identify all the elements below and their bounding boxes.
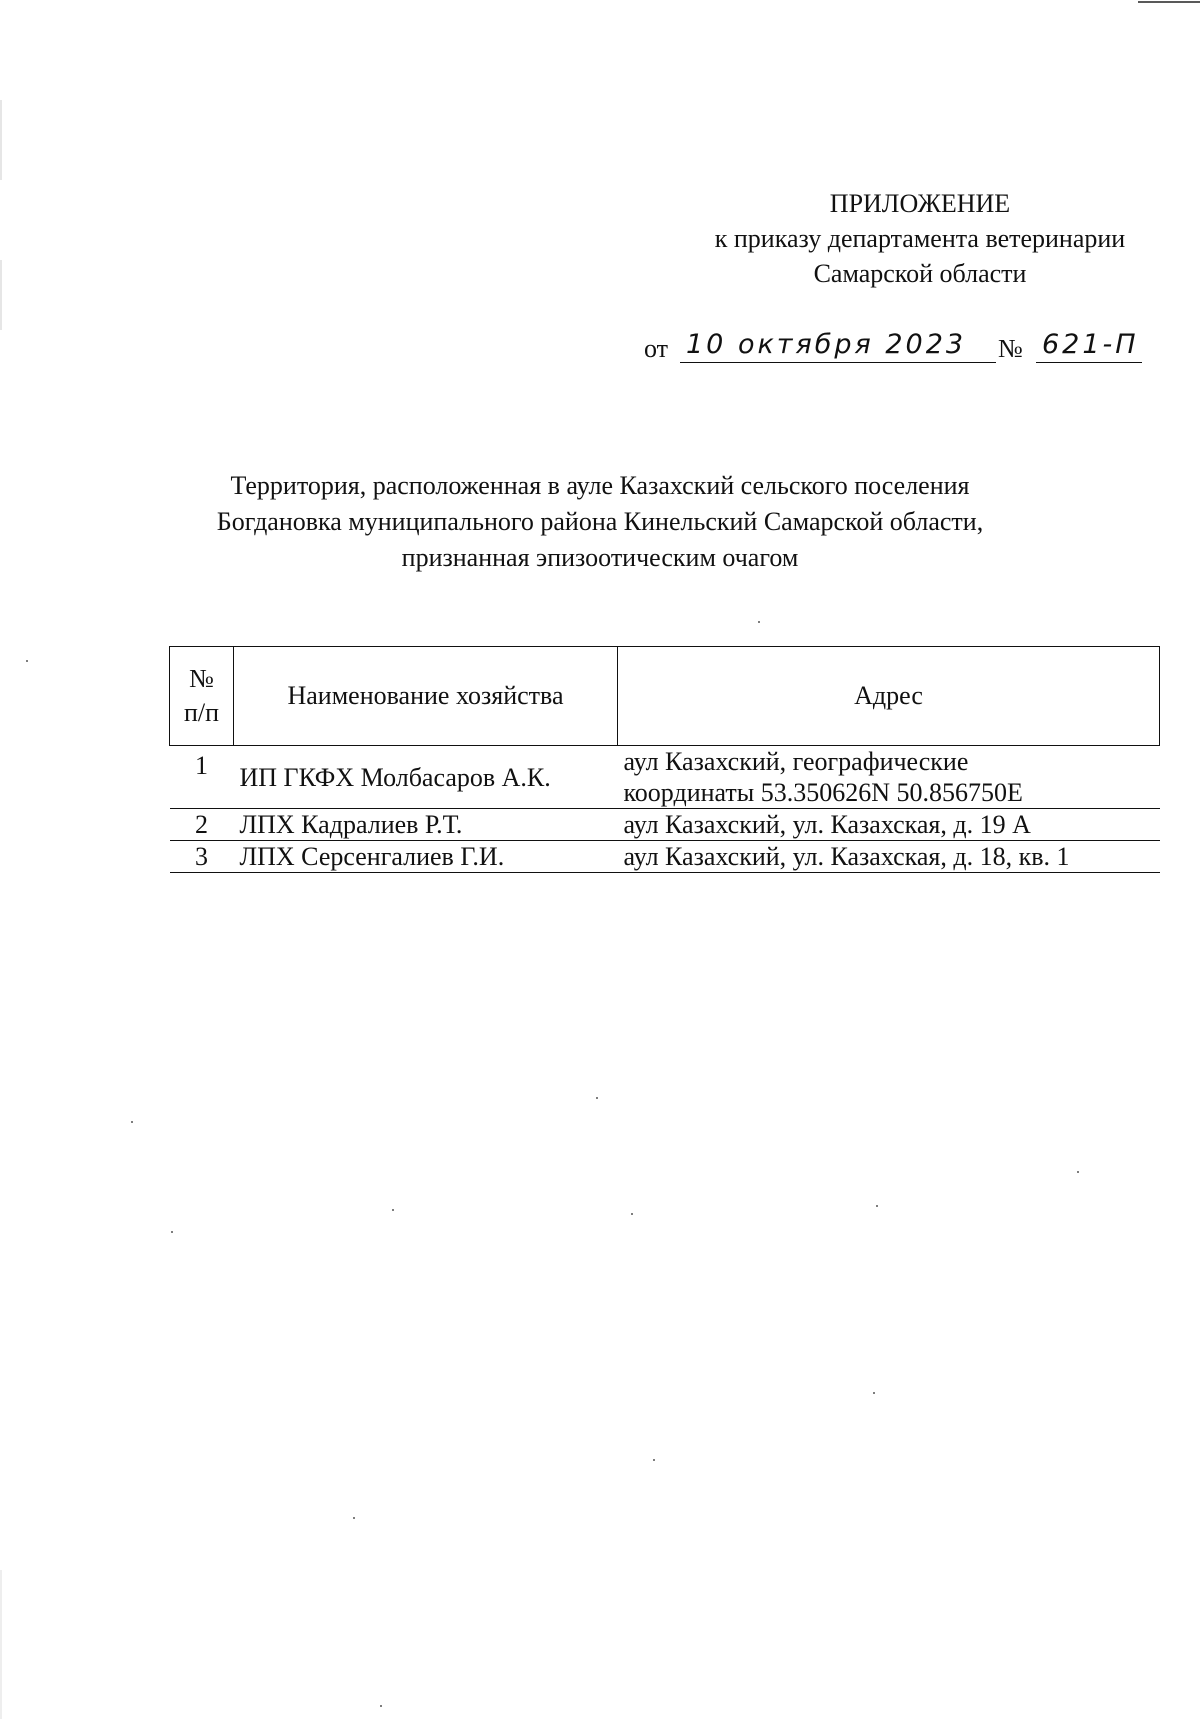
table-header-row — [170, 647, 1160, 746]
scan-dust — [653, 1459, 655, 1461]
scan-dust — [758, 621, 760, 623]
header-address: Адрес — [618, 647, 1160, 746]
header-number — [170, 647, 234, 746]
scan-dust — [353, 1517, 355, 1519]
appendix-order-ref: к приказу департамента ветеринарии — [714, 224, 1126, 253]
row-address — [618, 809, 1160, 841]
header-farm-name: Наименование хозяйства — [234, 647, 618, 746]
table-row — [170, 809, 1160, 841]
header-number-abbr: п/п — [183, 698, 220, 727]
table-row — [170, 841, 1160, 873]
header-number-symbol: № — [189, 664, 214, 693]
order-date-handwritten: 10 октября 2023 — [680, 328, 996, 363]
row-address — [618, 746, 1160, 809]
row-number: 3 — [170, 841, 234, 873]
order-number-handwritten: 621-П — [1036, 328, 1142, 363]
row-address-line-1: аул Казахский, ул. Казахская, д. 18, кв. 1 — [623, 842, 1070, 871]
row-address-line-1: аул Казахский, ул. Казахская, д. 19 А — [623, 810, 1031, 839]
scan-dust — [1077, 1171, 1079, 1173]
document-title — [140, 468, 1060, 576]
scan-dust — [171, 1231, 173, 1233]
scan-dust — [380, 1705, 382, 1707]
table-row — [170, 746, 1160, 809]
scan-dust — [631, 1213, 633, 1215]
row-address-line-2: координаты 53.350626N 50.856750E — [623, 778, 1023, 807]
appendix-header — [640, 186, 1200, 291]
scan-dust — [873, 1392, 875, 1394]
row-number: 1 — [170, 746, 234, 809]
row-number: 2 — [170, 809, 234, 841]
row-address-line-1: аул Казахский, географические — [623, 747, 969, 776]
scan-dust — [876, 1205, 878, 1207]
document-title-line-1: Территория, расположенная в ауле Казахский сельского поселения — [230, 471, 970, 500]
order-date-number-line — [644, 328, 1144, 368]
row-farm-name: ЛПХ Кадралиев Р.Т. — [234, 809, 618, 841]
order-number-label: № — [998, 334, 1023, 363]
scan-dust — [392, 1209, 394, 1211]
appendix-region: Самарской области — [813, 259, 1027, 288]
order-from-label: от — [644, 334, 669, 363]
row-farm-name: ИП ГКФХ Молбасаров А.К. — [234, 746, 618, 809]
farms-table — [169, 646, 1160, 873]
scan-dust — [596, 1097, 598, 1099]
document-title-line-3: признанная эпизоотическим очагом — [401, 543, 799, 572]
scan-dust — [26, 660, 28, 662]
appendix-title: ПРИЛОЖЕНИЕ — [829, 189, 1011, 218]
scan-dust — [131, 1121, 133, 1123]
row-farm-name: ЛПХ Серсенгалиев Г.И. — [234, 841, 618, 873]
document-title-line-2: Богдановка муниципального района Кинельский Самарской области, — [216, 507, 984, 536]
row-address — [618, 841, 1160, 873]
